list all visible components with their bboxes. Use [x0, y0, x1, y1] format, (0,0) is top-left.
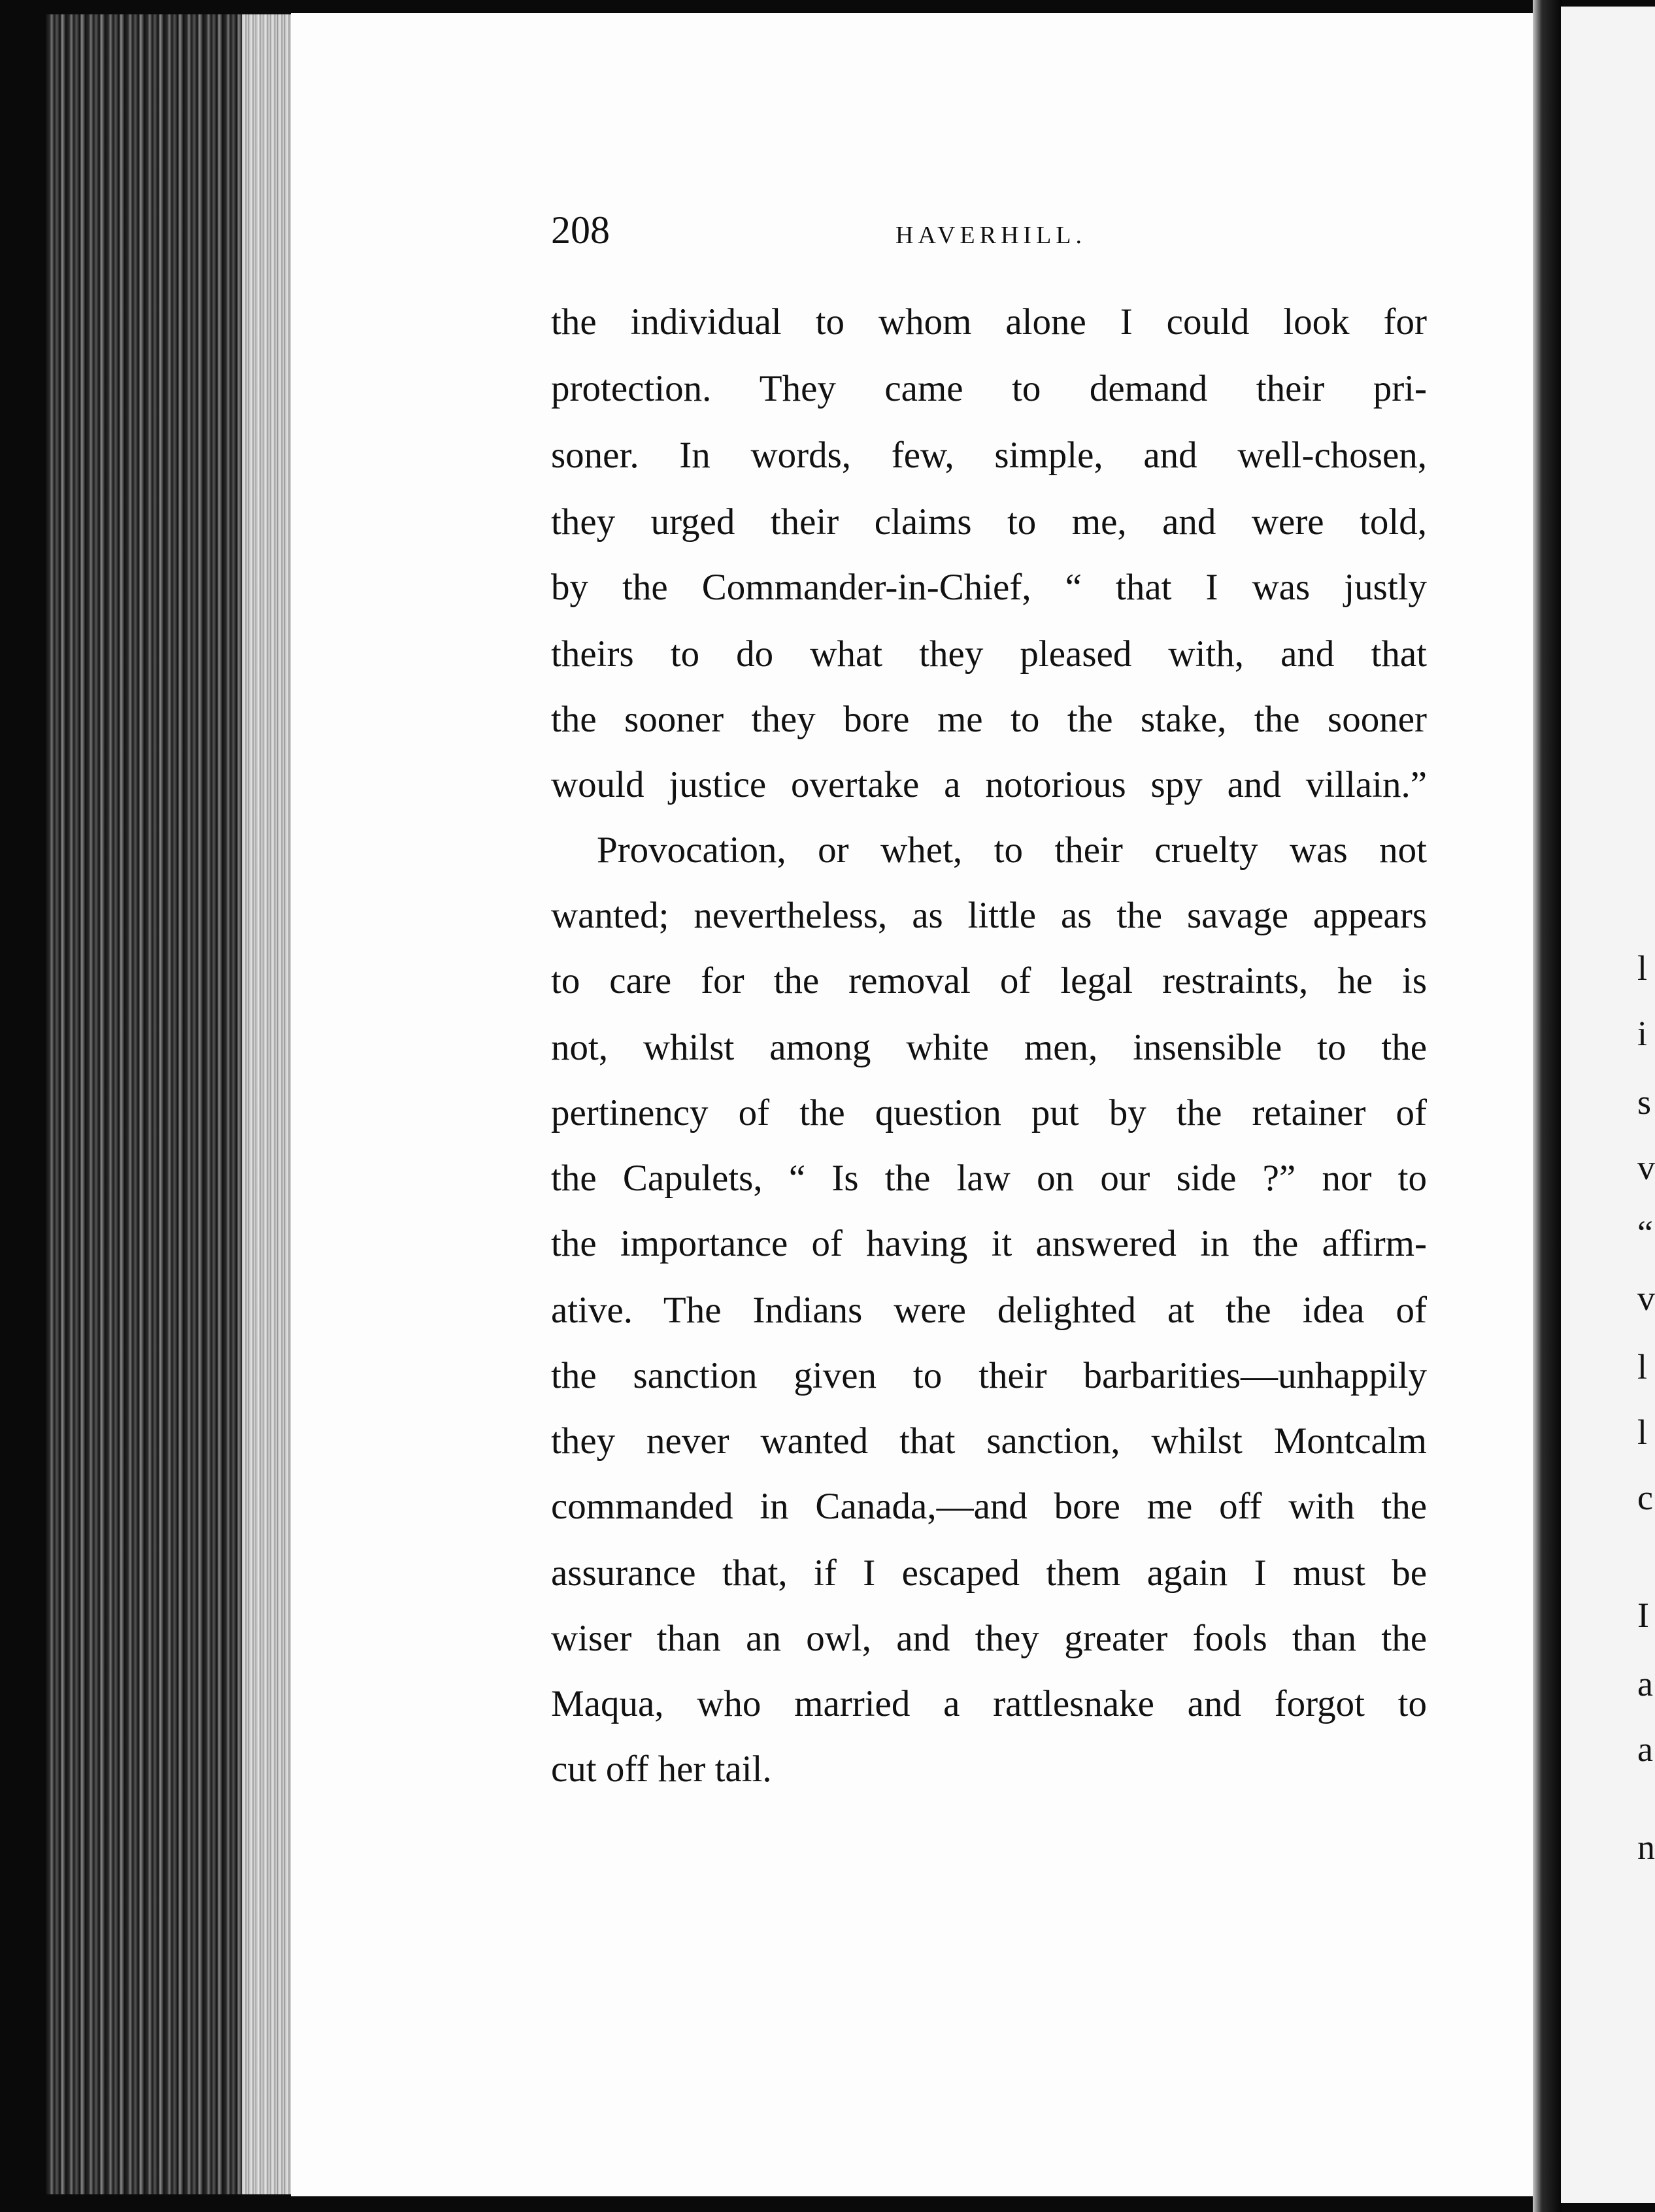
text-line: wiser than an owl, and they greater fools than the: [551, 1618, 1427, 1659]
text-line: protection. They came to demand their pri-: [551, 368, 1427, 409]
text-line: Provocation, or whet, to their cruelty was not: [597, 830, 1427, 871]
text-line: would justice overtake a notorious spy and villain.”: [551, 764, 1427, 805]
text-line: they never wanted that sanction, whilst Montcalm: [551, 1420, 1427, 1462]
text-line: pertinency of the question put by the retainer of: [551, 1092, 1427, 1133]
text-line: cut off her tail.: [551, 1749, 772, 1790]
facing-page-letter: c: [1637, 1478, 1653, 1517]
facing-page-letter: I: [1637, 1596, 1649, 1635]
text-line: to care for the removal of legal restraints, he is: [551, 960, 1427, 1001]
facing-page-letter: v: [1637, 1148, 1655, 1187]
facing-page-letter: a: [1637, 1730, 1653, 1769]
text-line: the individual to whom alone I could look for: [551, 301, 1427, 343]
text-line: assurance that, if I escaped them again I must be: [551, 1552, 1427, 1594]
facing-page-letter: v: [1637, 1279, 1655, 1318]
text-line: soner. In words, few, simple, and well-chosen,: [551, 435, 1427, 476]
facing-page-letter: s: [1637, 1082, 1652, 1122]
text-line: the sanction given to their barbarities—unhappily: [551, 1355, 1427, 1396]
text-line: theirs to do what they pleased with, and that: [551, 633, 1427, 675]
page-number: 208: [551, 209, 610, 252]
text-line: ative. The Indians were delighted at the idea of: [551, 1290, 1427, 1331]
text-line: Maqua, who married a rattlesnake and forgot to: [551, 1683, 1427, 1724]
facing-page-letter: l: [1637, 948, 1648, 988]
stacked-page-edges: [46, 14, 294, 2194]
text-line: commanded in Canada,—and bore me off with the: [551, 1486, 1427, 1527]
facing-page-letter: l: [1637, 1413, 1648, 1452]
text-line: the importance of having it answered in the affirm-: [551, 1223, 1427, 1264]
text-line: they urged their claims to me, and were told,: [551, 501, 1427, 543]
text-line: the Capulets, “ Is the law on our side ?” nor to: [551, 1158, 1427, 1199]
text-line: wanted; nevertheless, as little as the savage appears: [551, 895, 1427, 936]
running-title: HAVERHILL.: [895, 222, 1087, 249]
text-line: the sooner they bore me to the stake, the sooner: [551, 699, 1427, 740]
facing-page-letter: a: [1637, 1664, 1653, 1703]
text-line: by the Commander-in-Chief, “ that I was justly: [551, 567, 1427, 608]
book-gutter: [1533, 0, 1562, 2212]
facing-page-letter: “: [1637, 1213, 1653, 1252]
text-line: not, whilst among white men, insensible to the: [551, 1027, 1427, 1068]
facing-page-letter: i: [1637, 1014, 1648, 1053]
facing-page-letter: n: [1637, 1828, 1655, 1867]
facing-page-letter: l: [1637, 1347, 1648, 1386]
